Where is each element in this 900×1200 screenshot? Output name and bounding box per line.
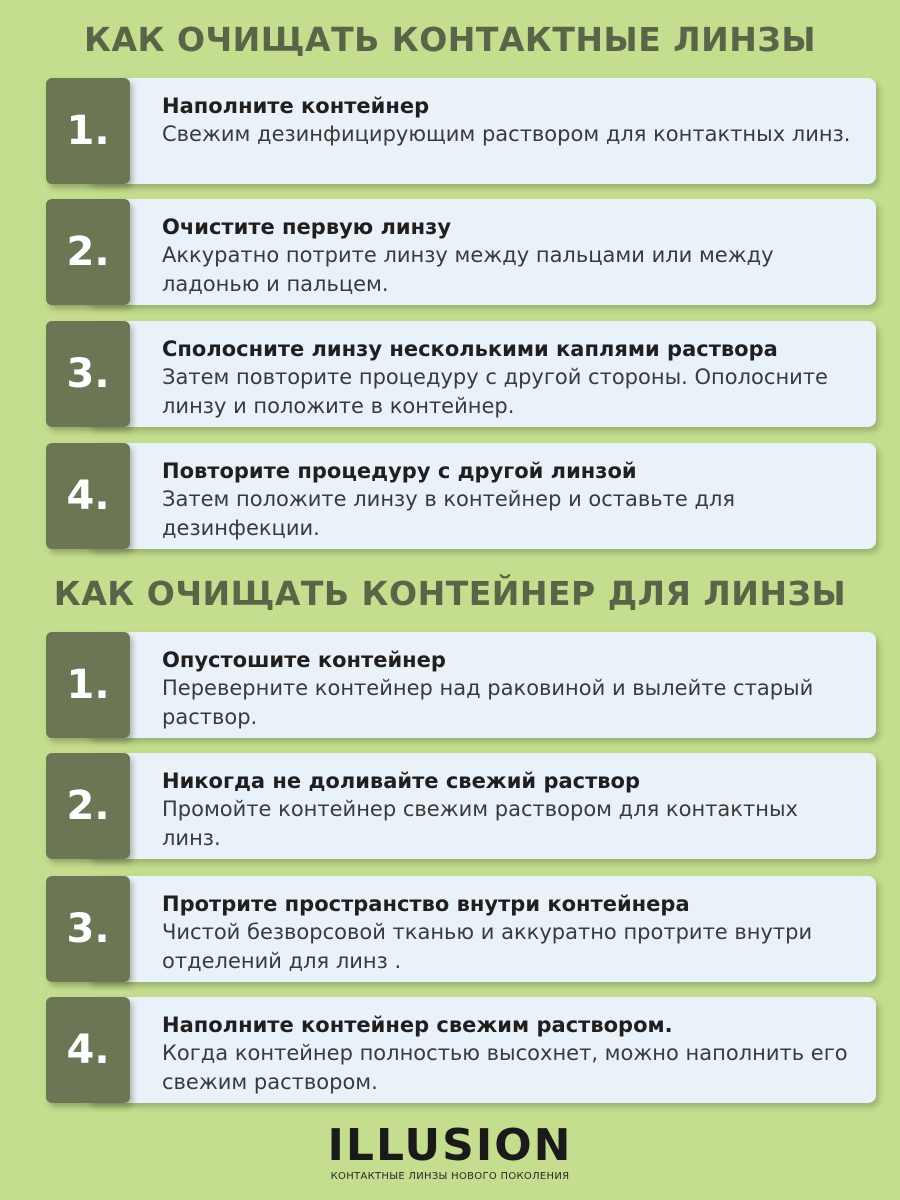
step-body: Когда контейнер полностью высохнет, можно наполнить его свежим раствором.	[162, 1041, 848, 1094]
container-step-1	[46, 632, 876, 738]
section-title-container: КАК ОЧИЩАТЬ КОНТЕЙНЕР ДЛЯ ЛИНЗЫ	[53, 574, 847, 613]
brand-tagline: КОНТАКТНЫЕ ЛИНЗЫ НОВОГО ПОКОЛЕНИЯ	[330, 1171, 570, 1182]
step-body: Переверните контейнер над раковиной и вылейте старый раствор.	[162, 676, 814, 729]
step-body: Свежим дезинфицирующим раствором для контактных линз.	[162, 122, 851, 146]
step-number: 1.	[46, 632, 130, 738]
step-body: Промойте контейнер свежим раствором для контактных линз.	[162, 797, 798, 850]
step-text	[162, 335, 862, 421]
step-text	[162, 213, 862, 299]
step-body: Чистой безворсовой тканью и аккуратно протрите внутри отделений для линз .	[162, 920, 813, 973]
container-step-3	[46, 876, 876, 982]
step-heading: Протрите пространство внутри контейнера	[162, 892, 690, 916]
step-text	[162, 457, 862, 543]
brand-logo	[0, 1122, 900, 1182]
brand-name: ILLUSION	[327, 1120, 573, 1171]
step-number: 3.	[46, 321, 130, 427]
step-text	[162, 92, 862, 149]
step-number: 2.	[46, 753, 130, 859]
section-title-lenses: КАК ОЧИЩАТЬ КОНТАКТНЫЕ ЛИНЗЫ	[83, 20, 817, 59]
step-heading: Повторите процедуру с другой линзой	[162, 459, 637, 483]
lens-step-4	[46, 443, 876, 549]
step-text	[162, 1011, 862, 1097]
step-heading: Никогда не доливайте свежий раствор	[162, 769, 641, 793]
step-text	[162, 890, 862, 976]
step-heading: Наполните контейнер	[162, 94, 430, 118]
step-body: Аккуратно потрите линзу между пальцами или между ладонью и пальцем.	[162, 243, 774, 296]
step-number: 4.	[46, 443, 130, 549]
step-text	[162, 646, 862, 732]
step-number: 4.	[46, 997, 130, 1103]
step-body: Затем положите линзу в контейнер и оставьте для дезинфекции.	[162, 487, 736, 540]
lens-step-2	[46, 199, 876, 305]
step-heading: Опустошите контейнер	[162, 648, 446, 672]
step-body: Затем повторите процедуру с другой стороны. Ополосните линзу и положите в контейнер.	[162, 365, 828, 418]
container-step-2	[46, 753, 876, 859]
step-text	[162, 767, 862, 853]
lens-step-3	[46, 321, 876, 427]
container-step-4	[46, 997, 876, 1103]
step-heading: Очистите первую линзу	[162, 215, 452, 239]
step-heading: Наполните контейнер свежим раствором.	[162, 1013, 673, 1037]
step-number: 3.	[46, 876, 130, 982]
lens-step-1	[46, 78, 876, 184]
step-number: 2.	[46, 199, 130, 305]
step-heading: Сполосните линзу несколькими каплями раствора	[162, 337, 778, 361]
step-number: 1.	[46, 78, 130, 184]
